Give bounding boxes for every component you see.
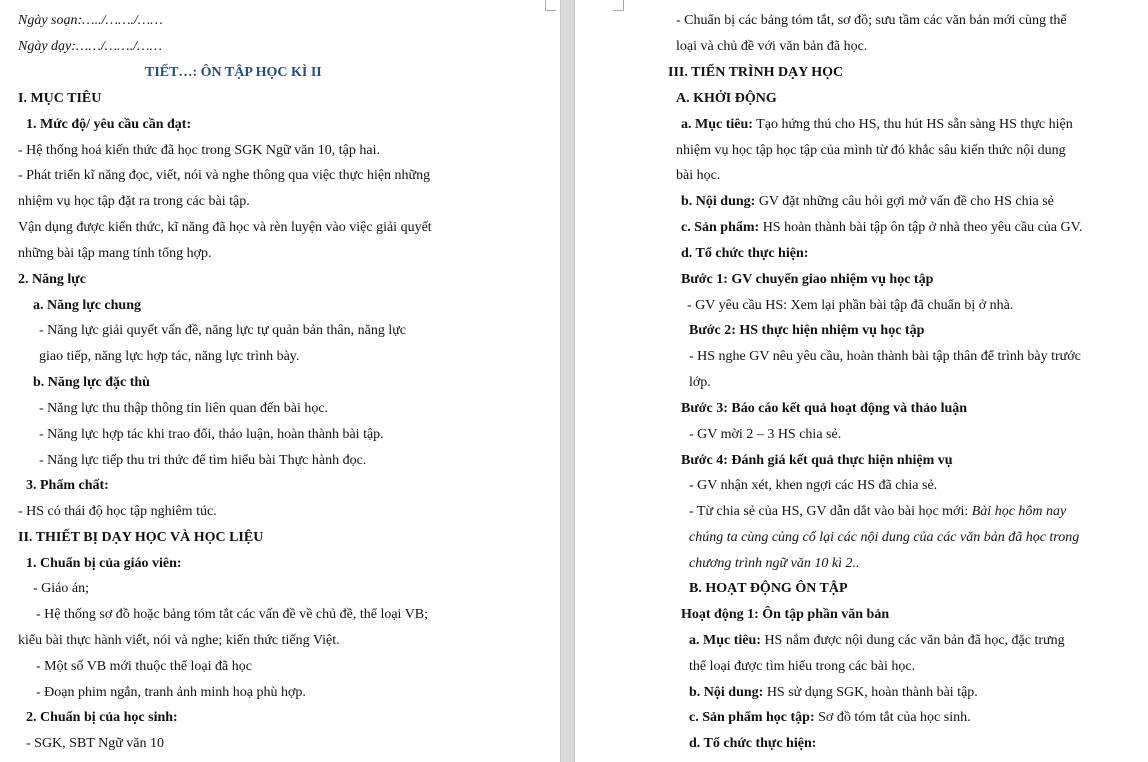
field-text: Tạo hứng thú cho HS, thu hút HS sẵn sàng HS thực hiện xyxy=(752,117,1073,132)
prep-date-line: Ngày soạn:…../……./…… xyxy=(18,13,163,28)
paragraph-line: bài học. xyxy=(676,168,721,183)
paragraph-line: - Hệ thống sơ đồ hoặc bảng tóm tắt các vấn đề về chủ đề, thể loại VB; xyxy=(36,607,429,622)
field-text: Sơ đồ tóm tắt của học sinh. xyxy=(814,710,971,725)
paragraph-line xyxy=(689,632,1065,650)
paragraph-line: những bài tập mang tính tổng hợp. xyxy=(18,246,212,261)
subheading: 1. Chuẩn bị của giáo viên: xyxy=(26,556,182,571)
paragraph-line: - Năng lực hợp tác khi trao đổi, thảo luận, hoàn thành bài tập. xyxy=(39,427,384,442)
paragraph-line xyxy=(681,116,1073,134)
paragraph-line: lớp. xyxy=(689,375,711,390)
paragraph-line: - Năng lực tiếp thu tri thức để tìm hiểu bài Thực hành đọc. xyxy=(39,453,367,468)
paragraph-line: - GV nhận xét, khen ngợi các HS đã chia sẻ. xyxy=(689,478,938,493)
paragraph-line: kiểu bài thực hành viết, nói và nghe; kiến thức tiếng Việt. xyxy=(18,633,340,648)
paragraph-line: - Năng lực giải quyết vấn đề, năng lực tự quản bản thân, năng lực xyxy=(39,323,407,338)
paragraph-line: - Hệ thống hoá kiến thức đã học trong SGK Ngữ văn 10, tập hai. xyxy=(18,143,380,158)
paragraph-line: loại và chủ đề với văn bản đã học. xyxy=(676,39,868,54)
document-title: TIẾT…: ÔN TẬP HỌC KÌ II xyxy=(145,65,322,80)
paragraph-line: - HS nghe GV nêu yêu cầu, hoàn thành bài tập thân để trình bày trước xyxy=(689,349,1081,364)
subheading: 1. Mức độ/ yêu cầu cần đạt: xyxy=(26,117,192,132)
paragraph-line: - Phát triển kĩ năng đọc, viết, nói và nghe thông qua việc thực hiện những xyxy=(18,168,431,183)
paragraph-line: - Giáo án; xyxy=(33,581,89,596)
step-heading: Bước 2: HS thực hiện nhiệm vụ học tập xyxy=(689,323,925,338)
subheading: d. Tổ chức thực hiện: xyxy=(689,736,817,751)
paragraph-line: - Một số VB mới thuộc thể loại đã học xyxy=(36,659,252,674)
section-heading: B. HOẠT ĐỘNG ÔN TẬP xyxy=(689,581,848,596)
paragraph-line: nhiệm vụ học tập đặt ra trong các bài tập. xyxy=(18,194,250,209)
field-label: b. Nội dung: xyxy=(681,194,756,209)
italic-text: Bài học hôm nay xyxy=(971,504,1067,519)
teach-date-line: Ngày dạy:……/……./…… xyxy=(18,39,162,54)
paragraph-line: - SGK, SBT Ngữ văn 10 xyxy=(26,736,165,751)
paragraph-line: - Đoạn phim ngắn, tranh ảnh minh hoạ phù hợp. xyxy=(36,685,306,700)
field-text: HS sử dụng SGK, hoàn thành bài tập. xyxy=(763,685,978,700)
field-text: HS nắm được nội dung các văn bản đã học, đặc trưng xyxy=(760,633,1065,648)
paragraph-line xyxy=(681,219,1082,237)
paragraph-line: - HS có thái độ học tập nghiêm túc. xyxy=(18,504,217,519)
step-heading: Bước 3: Báo cáo kết quả hoạt động và thảo luận xyxy=(681,401,968,416)
field-text: GV đặt những câu hỏi gợi mở vấn đề cho HS chia sẻ xyxy=(755,194,1054,209)
paragraph-line: chúng ta cùng củng cố lại các nội dung của các văn bản đã học trong xyxy=(689,530,1080,545)
paragraph-line: - GV yêu cầu HS: Xem lại phần bài tập đã chuẩn bị ở nhà. xyxy=(687,298,1014,313)
subheading: 2. Chuẩn bị của học sinh: xyxy=(26,710,178,725)
field-text: HS hoàn thành bài tập ôn tập ở nhà theo yêu cầu của GV. xyxy=(759,220,1083,235)
paragraph-line: chương trình ngữ văn 10 kì 2.. xyxy=(689,556,860,571)
step-heading: Bước 1: GV chuyển giao nhiệm vụ học tập xyxy=(681,272,934,287)
paragraph-line: - Năng lực thu thập thông tin liên quan đến bài học. xyxy=(39,401,329,416)
paragraph-line: giao tiếp, năng lực hợp tác, năng lực trình bày. xyxy=(39,349,300,364)
field-label: b. Nội dung: xyxy=(689,685,764,700)
paragraph-line xyxy=(689,684,978,702)
section-heading: III. TIẾN TRÌNH DẠY HỌC xyxy=(668,65,844,80)
page-corner-mark xyxy=(545,0,556,11)
paragraph-line: - GV mời 2 – 3 HS chia sẻ. xyxy=(689,427,842,442)
field-text: - Từ chia sẻ của HS, GV dẫn dắt vào bài học mới: xyxy=(689,504,972,519)
field-label: a. Mục tiêu: xyxy=(689,633,761,648)
section-heading: I. MỤC TIÊU xyxy=(18,91,102,106)
page-corner-mark xyxy=(613,0,624,11)
step-heading: Bước 4: Đánh giá kết quả thực hiện nhiệm vụ xyxy=(681,453,953,468)
paragraph-line xyxy=(681,193,1054,211)
subheading: b. Năng lực đặc thù xyxy=(33,375,150,390)
section-heading: II. THIẾT BỊ DẠY HỌC VÀ HỌC LIỆU xyxy=(18,530,264,545)
field-label: c. Sản phẩm học tập: xyxy=(689,710,815,725)
paragraph-line: nhiệm vụ học tập học tập của mình từ đó khắc sâu kiến thức nội dung xyxy=(676,143,1066,158)
paragraph-line: thể loại được tìm hiểu trong các bài học. xyxy=(689,659,916,674)
subheading: d. Tổ chức thực hiện: xyxy=(681,246,809,261)
paragraph-line xyxy=(689,503,1066,521)
subheading: a. Năng lực chung xyxy=(33,298,141,313)
subheading: 3. Phẩm chất: xyxy=(26,478,109,493)
document-page-right xyxy=(575,0,1148,762)
activity-heading: Hoạt động 1: Ôn tập phần văn bản xyxy=(681,607,890,622)
subheading: 2. Năng lực xyxy=(18,272,86,287)
section-heading: A. KHỞI ĐỘNG xyxy=(676,91,777,106)
paragraph-line: - Chuẩn bị các bảng tóm tắt, sơ đồ; sưu tầm các văn bản mới cùng thể xyxy=(676,13,1067,28)
field-label: c. Sản phẩm: xyxy=(681,220,760,235)
paragraph-line xyxy=(689,709,971,727)
document-page-left xyxy=(0,0,560,762)
page-gutter xyxy=(560,0,575,762)
paragraph-line: Vận dụng được kiến thức, kĩ năng đã học và rèn luyện vào việc giải quyết xyxy=(18,220,432,235)
field-label: a. Mục tiêu: xyxy=(681,117,753,132)
